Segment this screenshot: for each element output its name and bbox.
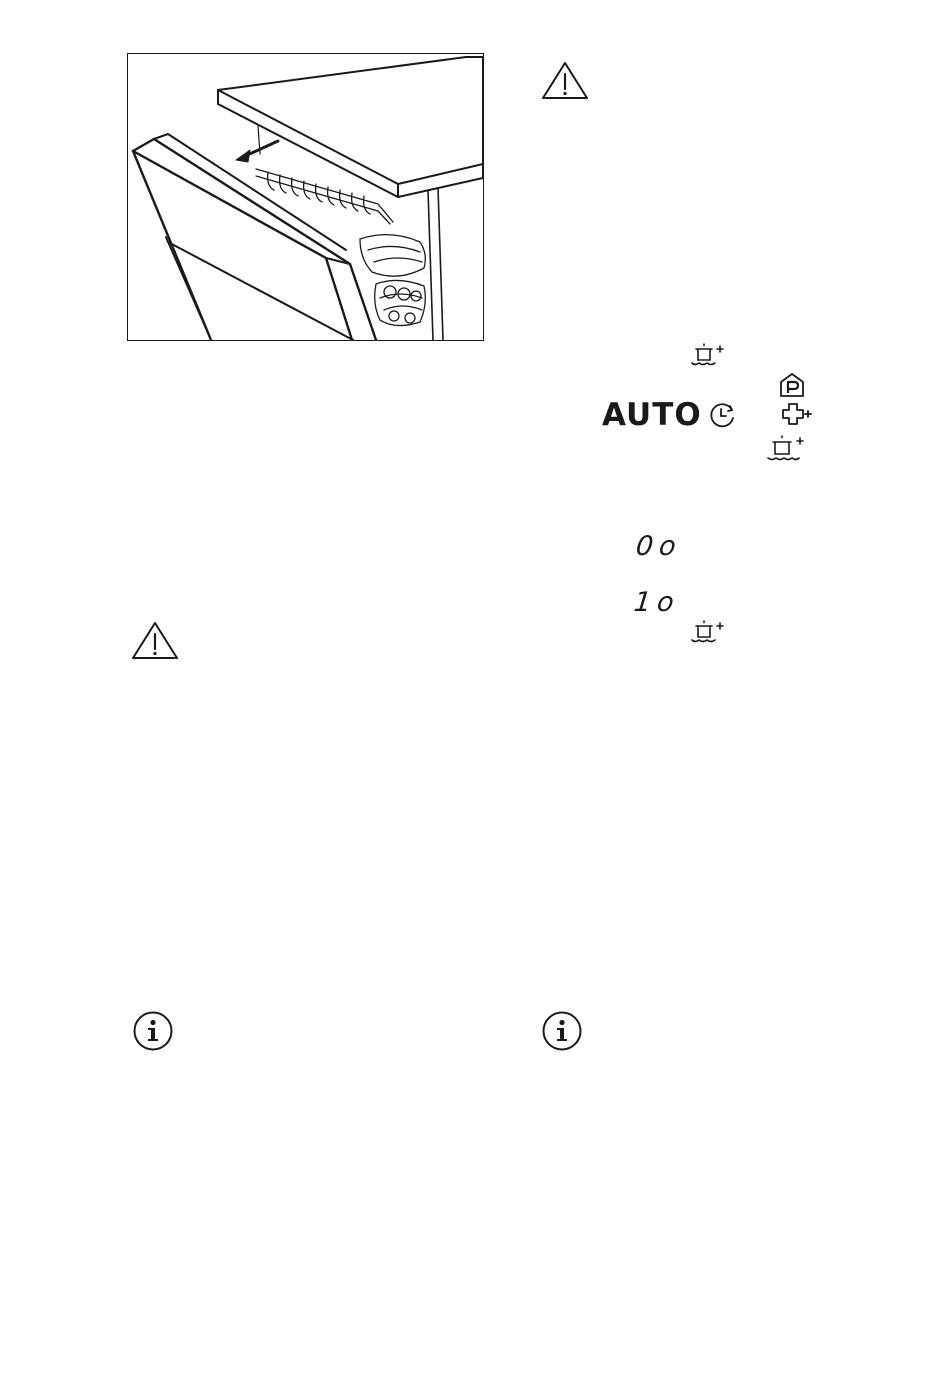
warning-triangle-icon xyxy=(130,620,180,660)
plus-program-icon xyxy=(780,402,814,430)
info-circle-icon xyxy=(541,1010,583,1052)
dishwasher-illustration xyxy=(127,53,484,341)
extra-hygiene-icon xyxy=(765,433,807,463)
auto-label: AUTO xyxy=(602,397,702,433)
extra-hygiene-icon xyxy=(690,619,726,645)
info-circle-icon xyxy=(132,1010,174,1052)
display-readout-on: 1o xyxy=(632,587,682,618)
display-readout-off: 0o xyxy=(634,531,684,562)
extra-hygiene-icon xyxy=(690,342,726,368)
timer-icon xyxy=(706,400,738,432)
warning-triangle-icon xyxy=(540,60,590,100)
p-program-icon xyxy=(779,372,805,398)
